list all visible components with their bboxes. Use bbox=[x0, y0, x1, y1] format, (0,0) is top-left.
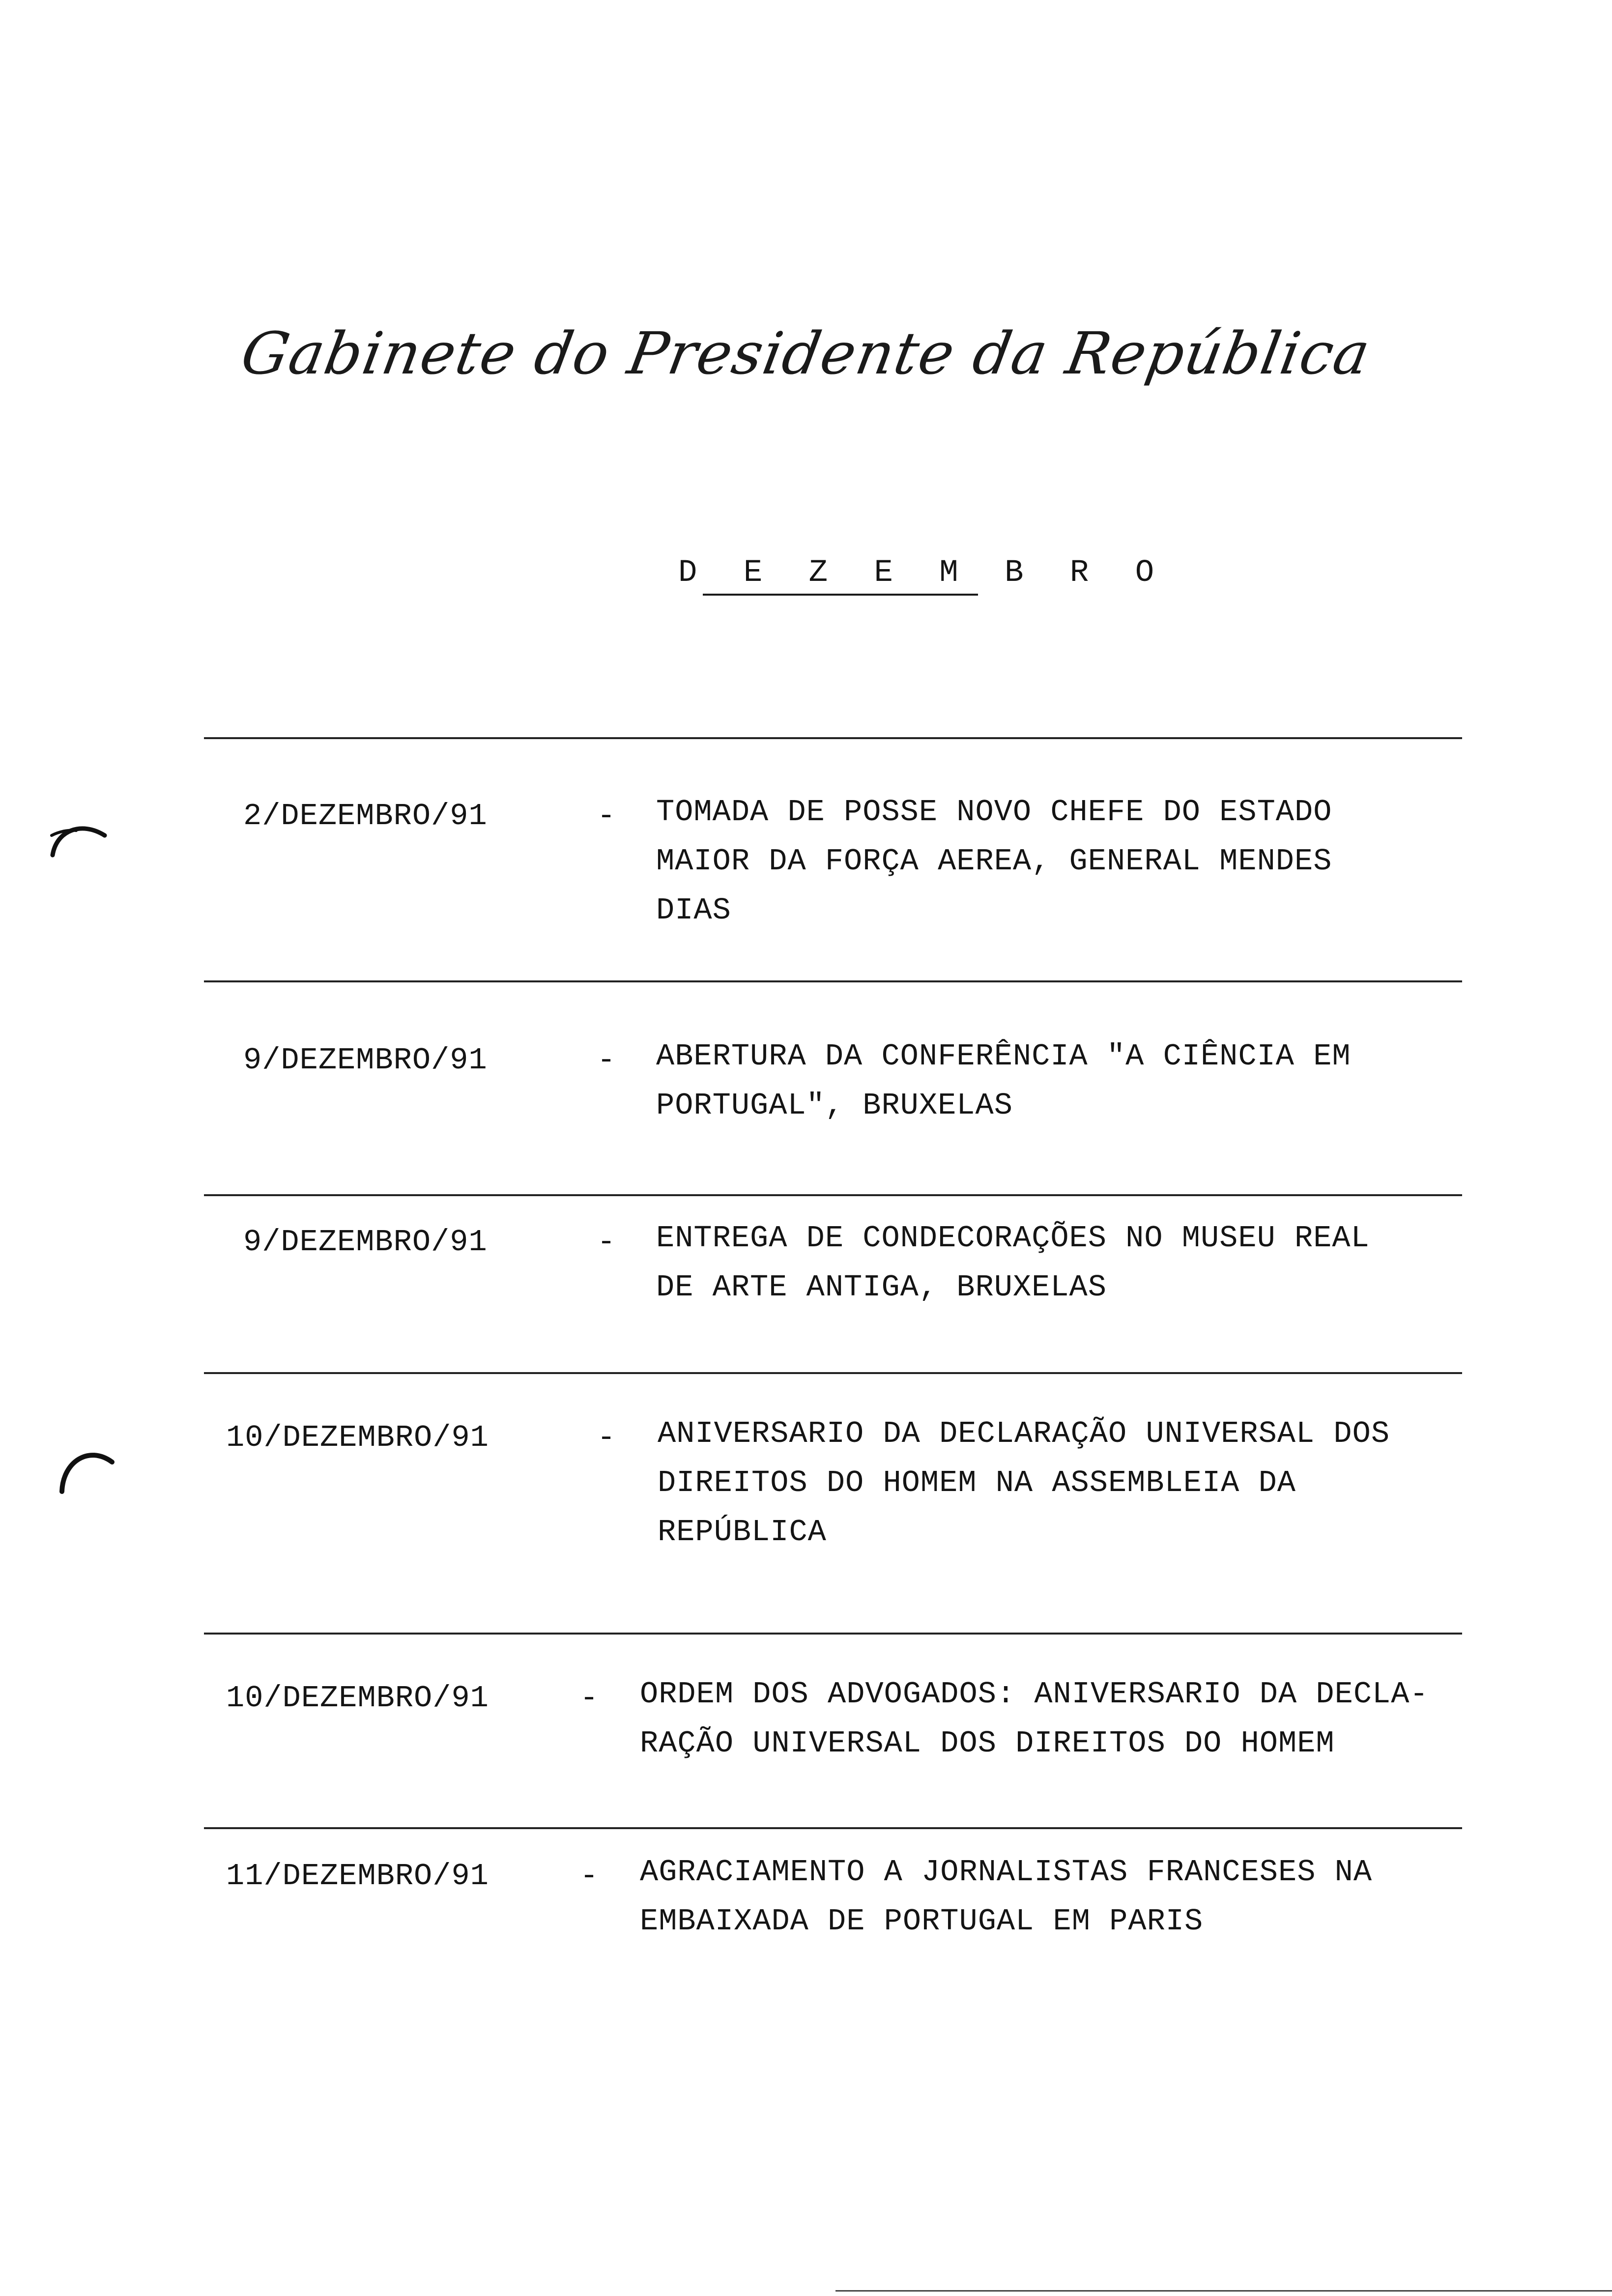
letterhead-title: Gabinete do Presidente da República bbox=[236, 319, 1376, 387]
entry-description bbox=[640, 1848, 1372, 1946]
punch-hole-mark bbox=[54, 1437, 118, 1496]
entry-description-line: ORDEM DOS ADVOGADOS: ANIVERSARIO DA DECLA- bbox=[640, 1677, 1429, 1712]
entry-date: 11/DEZEMBRO/91 bbox=[226, 1859, 489, 1894]
entry-description bbox=[656, 1214, 1370, 1312]
entry-description-line: ABERTURA DA CONFERÊNCIA "A CIÊNCIA EM bbox=[656, 1039, 1351, 1074]
entry-date: 10/DEZEMBRO/91 bbox=[226, 1681, 489, 1716]
entry-description-line: PORTUGAL", BRUXELAS bbox=[656, 1088, 1013, 1123]
entry-date: 9/DEZEMBRO/91 bbox=[243, 1225, 488, 1260]
entry-description-line: TOMADA DE POSSE NOVO CHEFE DO ESTADO bbox=[656, 795, 1332, 830]
entry-description bbox=[658, 1409, 1390, 1557]
entry-description-line: DIREITOS DO HOMEM NA ASSEMBLEIA DA bbox=[658, 1465, 1296, 1500]
entry-dash: - bbox=[580, 1681, 599, 1716]
separator-rule bbox=[204, 980, 1462, 982]
entry-description-line: DIAS bbox=[656, 893, 731, 928]
entry-description bbox=[640, 1670, 1429, 1768]
scan-edge-line bbox=[835, 2290, 1612, 2292]
entry-dash: - bbox=[597, 1420, 616, 1455]
entry-date: 2/DEZEMBRO/91 bbox=[243, 799, 488, 833]
separator-rule bbox=[204, 1633, 1462, 1635]
entry-dash: - bbox=[597, 799, 616, 833]
separator-rule bbox=[204, 1194, 1462, 1196]
entry-description-line: DE ARTE ANTIGA, BRUXELAS bbox=[656, 1270, 1107, 1305]
entry-description-line: MAIOR DA FORÇA AEREA, GENERAL MENDES bbox=[656, 844, 1332, 879]
entry-description bbox=[656, 1032, 1351, 1130]
entry-description bbox=[656, 788, 1332, 935]
entry-description-line: ENTREGA DE CONDECORAÇÕES NO MUSEU REAL bbox=[656, 1221, 1370, 1256]
month-title-underline bbox=[703, 594, 978, 596]
entry-description-line: RAÇÃO UNIVERSAL DOS DIREITOS DO HOMEM bbox=[640, 1726, 1335, 1761]
separator-rule bbox=[204, 1372, 1462, 1374]
punch-hole-mark bbox=[47, 816, 111, 860]
separator-rule bbox=[204, 737, 1462, 739]
entry-description-line: EMBAIXADA DE PORTUGAL EM PARIS bbox=[640, 1904, 1204, 1939]
entry-description-line: REPÚBLICA bbox=[658, 1515, 827, 1550]
entry-description-line: ANIVERSARIO DA DECLARAÇÃO UNIVERSAL DOS bbox=[658, 1416, 1390, 1451]
entry-date: 10/DEZEMBRO/91 bbox=[226, 1420, 489, 1455]
entry-description-line: AGRACIAMENTO A JORNALISTAS FRANCESES NA bbox=[640, 1855, 1373, 1890]
entry-date: 9/DEZEMBRO/91 bbox=[243, 1043, 488, 1078]
month-title: D E Z E M B R O bbox=[678, 555, 1168, 591]
entry-dash: - bbox=[580, 1859, 599, 1894]
separator-rule bbox=[204, 1827, 1462, 1829]
entry-dash: - bbox=[597, 1043, 616, 1078]
entry-dash: - bbox=[597, 1225, 616, 1260]
